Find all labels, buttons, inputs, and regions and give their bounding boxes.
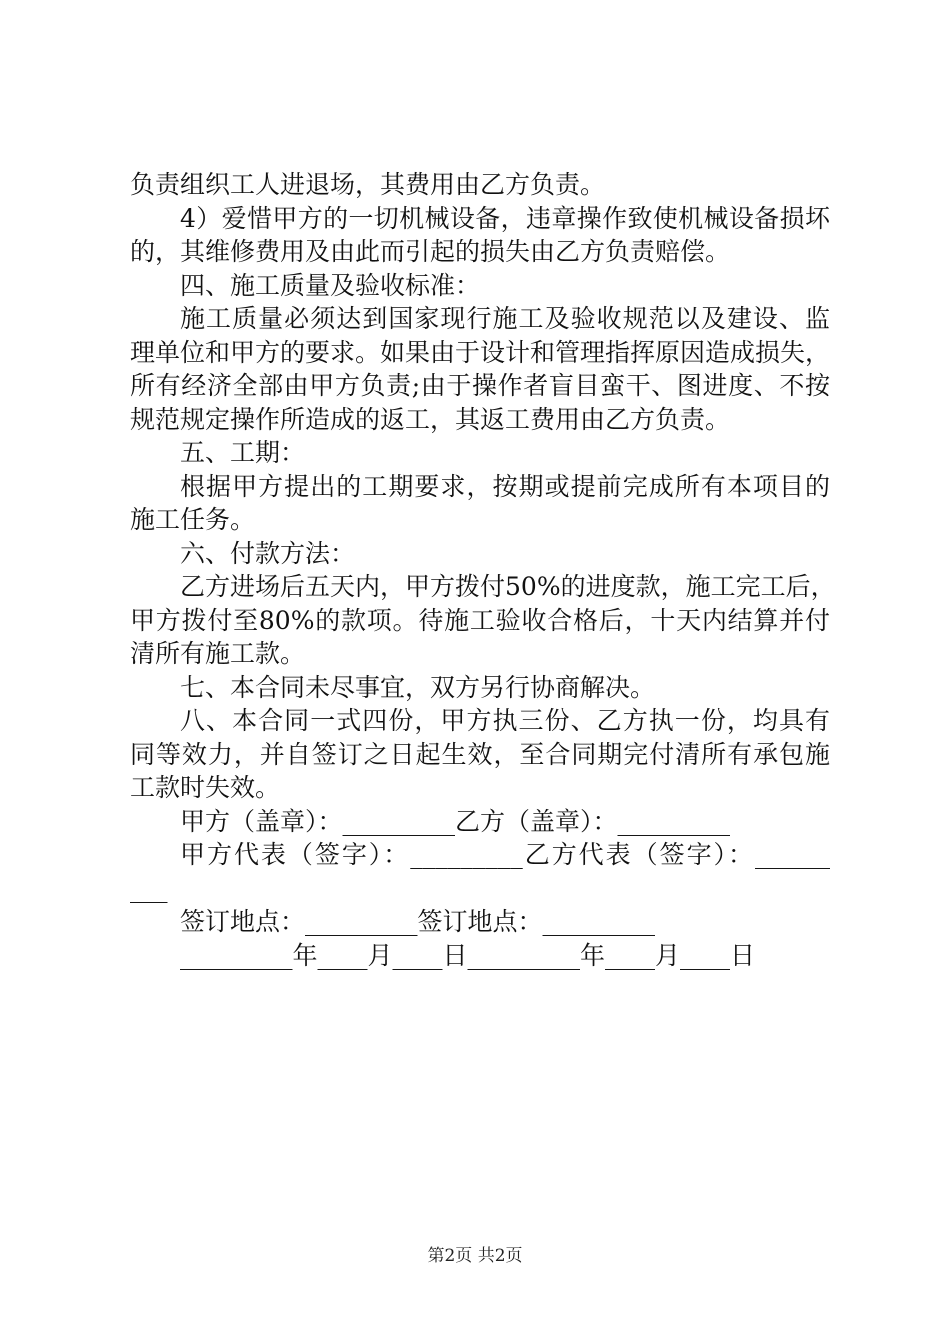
text-line: 清所有施工款。 — [130, 639, 306, 668]
section-heading: 四、施工质量及验收标准： — [180, 270, 481, 300]
text-line: 施工质量必须达到国家现行施工及验收规范以及建设、监 — [180, 304, 830, 333]
text-line: 理单位和甲方的要求。如果由于设计和管理指挥原因造成损失， — [130, 337, 831, 367]
text-line: 乙方进场后五天内，甲方拨付50%的进度款，施工完工后， — [180, 572, 836, 601]
text-line: 的，其维修费用及由此而引起的损失由乙方负责赔偿。 — [130, 237, 731, 266]
text-line: 八、本合同一式四份，甲方执三份、乙方执一份，均具有 — [180, 706, 830, 735]
signature-line-representative: 甲方代表（签字）：_________乙方代表（签字）：______ — [180, 840, 830, 869]
section-heading: 六、付款方法： — [180, 538, 356, 568]
text-line: 同等效力，并自签订之日起生效，至合同期完付清所有承包施 — [130, 739, 830, 769]
text-line: 负责组织工人进退场，其费用由乙方负责。 — [130, 170, 606, 199]
text-line: 施工任务。 — [130, 505, 256, 534]
text-line: 所有经济全部由甲方负责;由于操作者盲目蛮干、图进度、不按 — [130, 371, 830, 400]
signature-line-date: _________年____月____日_________年____月____日 — [180, 940, 756, 970]
document-body — [130, 168, 836, 972]
signature-line-place: 签订地点：_________签订地点：_________ — [180, 907, 656, 936]
text-line: 根据甲方提出的工期要求，按期或提前完成所有本项目的 — [180, 471, 830, 501]
text-line: 工款时失效。 — [130, 773, 281, 802]
section-heading: 五、工期： — [180, 438, 306, 467]
text-line: 甲方拨付至80%的款项。待施工验收合格后，十天内结算并付 — [130, 605, 830, 635]
text-line: 七、本合同未尽事宜，双方另行协商解决。 — [180, 672, 656, 702]
signature-line-continuation: ___ — [130, 873, 168, 903]
page-number: 第2页 共2页 — [427, 1246, 523, 1266]
text-line: 4）爱惜甲方的一切机械设备，违章操作致使机械设备损坏 — [180, 203, 830, 233]
text-line: 规范规定操作所造成的返工，其返工费用由乙方负责。 — [130, 404, 731, 434]
signature-line-seal: 甲方（盖章）：_________乙方（盖章）：_________ — [180, 806, 731, 836]
